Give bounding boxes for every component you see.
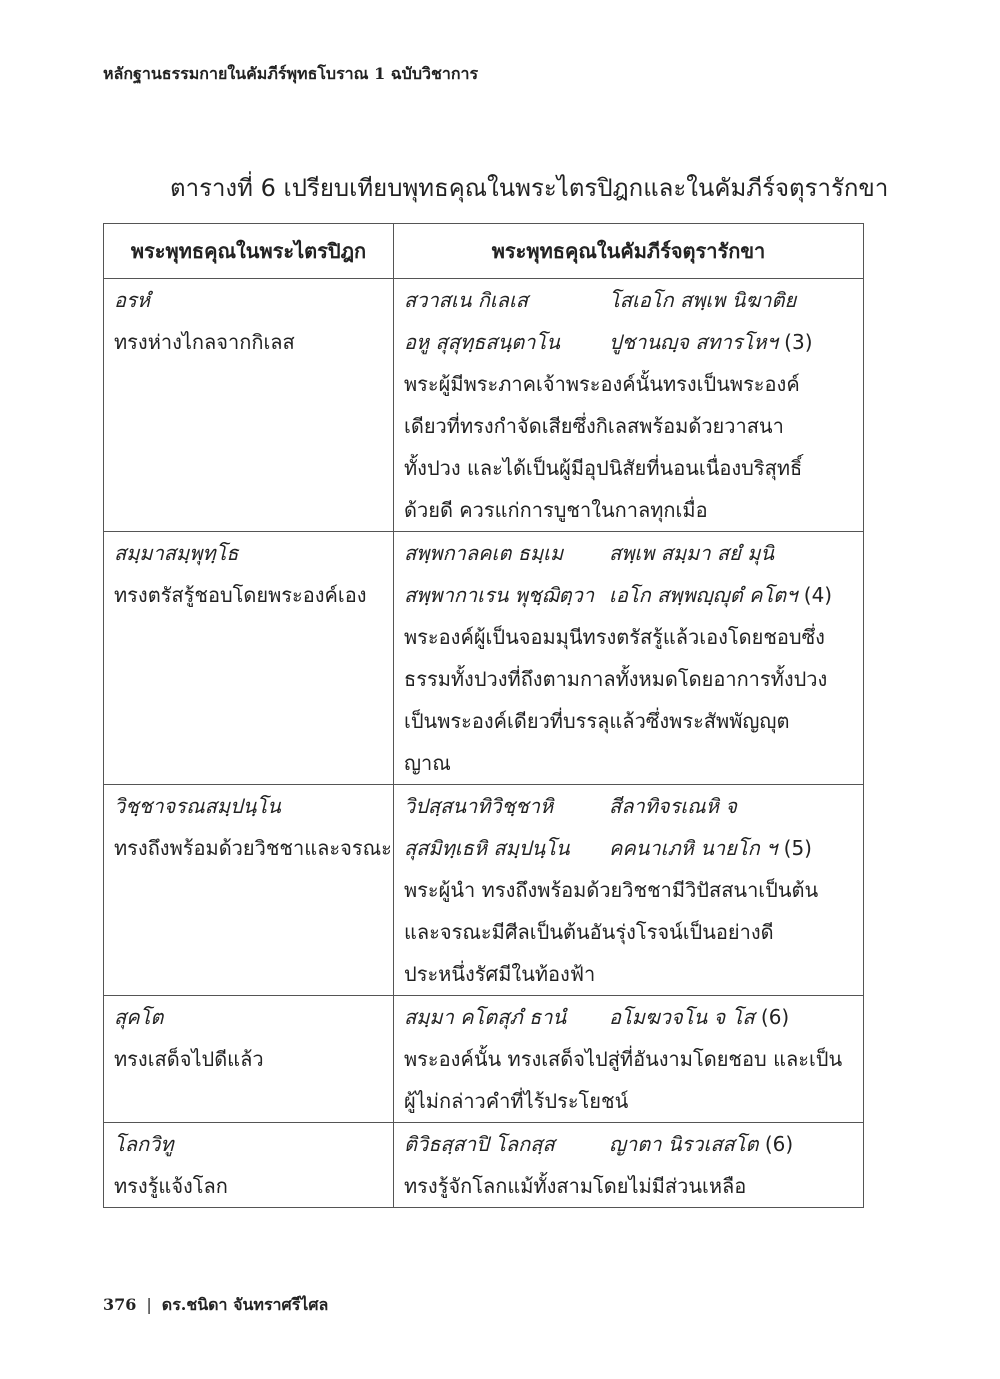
verse-second-half: ญาตา นิรวเสสโต [609,1132,759,1156]
verse-second-half: คคนาเภหิ นายโก ฯ [609,836,778,860]
thai-translation-line: ญาณ [404,751,451,775]
thai-meaning: ทรงรู้แจ้งโลก [114,1174,228,1198]
thai-translation-line: พระองค์นั้น ทรงเสด็จไปสู่ที่อันงามโดยชอบ และเป็น [404,1047,843,1071]
page-number: 376 [103,1295,137,1314]
pali-term: อรหํ [114,288,150,312]
verse-second-half: ปูชานญฺจ สทารโหฯ [609,330,778,354]
footer-separator: | [146,1295,152,1314]
thai-meaning: ทรงห่างไกลจากกิเลส [114,330,295,354]
table-row [104,532,864,785]
thai-meaning: ทรงตรัสรู้ชอบโดยพระองค์เอง [114,583,367,607]
thai-translation-line: ด้วยดี ควรแก่การบูชาในกาลทุกเมื่อ [404,498,708,522]
page-footer [103,1293,328,1318]
thai-translation-line: ธรรมทั้งปวงที่ถึงตามกาลทั้งหมดโดยอาการทั้งปวง [404,667,828,691]
tipitaka-cell [104,996,394,1123]
table-caption: ตารางที่ 6 เปรียบเทียบพุทธคุณในพระไตรปิฎกและในคัมภีร์จตุรารักขา [170,174,889,202]
tipitaka-cell [104,1123,394,1208]
pali-verse-line [404,827,853,869]
tipitaka-cell [104,279,394,532]
pali-verse-line [404,785,853,827]
thai-translation-line: ทรงรู้จักโลกแม้ทั้งสามโดยไม่มีส่วนเหลือ [404,1174,747,1198]
footnote-ref: (3) [784,330,813,354]
footnote-ref: (4) [803,583,833,607]
thai-translation-line: และจรณะมีศีลเป็นต้นอันรุ่งโรจน์เป็นอย่างดี [404,920,774,944]
verse-first-half: สพฺพกาลคเต ธมฺเม [404,541,564,565]
footnote-ref: (6) [760,1005,790,1029]
verse-first-half: สมฺมา คโตสุภํ ธานํ [404,1005,567,1029]
verse-second-half: สีลาทิจรเณหิ จ [609,794,737,818]
verse-first-half: สุสมิทฺเธหิ สมฺปนฺโน [404,836,570,860]
footnote-ref: (5) [783,836,812,860]
thai-translation-line: พระผู้นำ ทรงถึงพร้อมด้วยวิชชามีวิปัสสนาเป็นต้น [404,878,819,902]
pali-verse-line [404,1123,853,1165]
verse-first-half: วิปสฺสนาทิวิชฺชาหิ [404,794,554,818]
pali-term: สุคโต [114,1005,164,1029]
pali-verse-line [404,279,853,321]
thai-translation-line: เป็นพระองค์เดียวที่บรรลุแล้วซึ่งพระสัพพัญญุต [404,709,790,733]
column-header-tipitaka: พระพุทธคุณในพระไตรปิฎก [104,224,394,279]
pali-term: สมฺมาสมฺพุทฺโธ [114,541,239,565]
thai-translation-line: ประหนึ่งรัศมีในท้องฟ้า [404,962,596,986]
thai-translation-line: พระองค์ผู้เป็นจอมมุนีทรงตรัสรู้แล้วเองโดยชอบซึ่ง [404,625,825,649]
verse-second-half: โสเอโก สพฺเพ นิฆาติย [609,288,797,312]
tipitaka-cell [104,785,394,996]
thai-translation-line: พระผู้มีพระภาคเจ้าพระองค์นั้นทรงเป็นพระองค์ [404,372,800,396]
verse-first-half: ติวิธสฺสาปิ โลกสฺส [404,1132,555,1156]
pali-verse-line [404,574,853,616]
pali-term: วิชฺชาจรณสมฺปนฺโน [114,794,281,818]
table-header-row [104,224,864,279]
caturarakkha-cell [394,532,864,785]
table-row [104,996,864,1123]
tipitaka-cell [104,532,394,785]
column-header-caturarakkha: พระพุทธคุณในคัมภีร์จตุรารักขา [394,224,864,279]
thai-meaning: ทรงถึงพร้อมด้วยวิชชาและจรณะ [114,836,392,860]
table-row [104,279,864,532]
caturarakkha-cell [394,785,864,996]
verse-first-half: อหู สุสุทฺธสนฺตาโน [404,330,560,354]
pali-term: โลกวิทู [114,1132,174,1156]
caturarakkha-cell [394,279,864,532]
thai-translation-line: เดียวที่ทรงกำจัดเสียซึ่งกิเลสพร้อมด้วยวาสนา [404,414,784,438]
caturarakkha-cell [394,996,864,1123]
thai-translation-line: ทั้งปวง และได้เป็นผู้มีอุปนิสัยที่นอนเนื่องบริสุทธิ์ [404,456,803,480]
verse-second-half: สพฺเพ สมฺมา สยํ มุนิ [609,541,775,565]
pali-verse-line [404,532,853,574]
footnote-ref: (6) [764,1132,794,1156]
verse-second-half: เอโก สพฺพญฺญุตํ คโตฯ [609,583,798,607]
thai-meaning: ทรงเสด็จไปดีแล้ว [114,1047,264,1071]
table-row [104,785,864,996]
thai-translation-line: ผู้ไม่กล่าวคำที่ไร้ประโยชน์ [404,1089,629,1113]
table-row [104,1123,864,1208]
verse-second-half: อโมฆวจโน จ โส [609,1005,755,1029]
running-header: หลักฐานธรรมกายในคัมภีร์พุทธโบราณ 1 ฉบับวิชาการ [103,64,479,83]
verse-first-half: สวาสเน กิเลเส [404,288,528,312]
caturarakkha-cell [394,1123,864,1208]
footer-author: ดร.ชนิดา จันทราศรีไศล [161,1295,329,1314]
verse-first-half: สพฺพากาเรน พุชฺฌิตฺวา [404,583,595,607]
comparison-table [103,223,864,1208]
pali-verse-line [404,321,853,363]
pali-verse-line [404,996,853,1038]
